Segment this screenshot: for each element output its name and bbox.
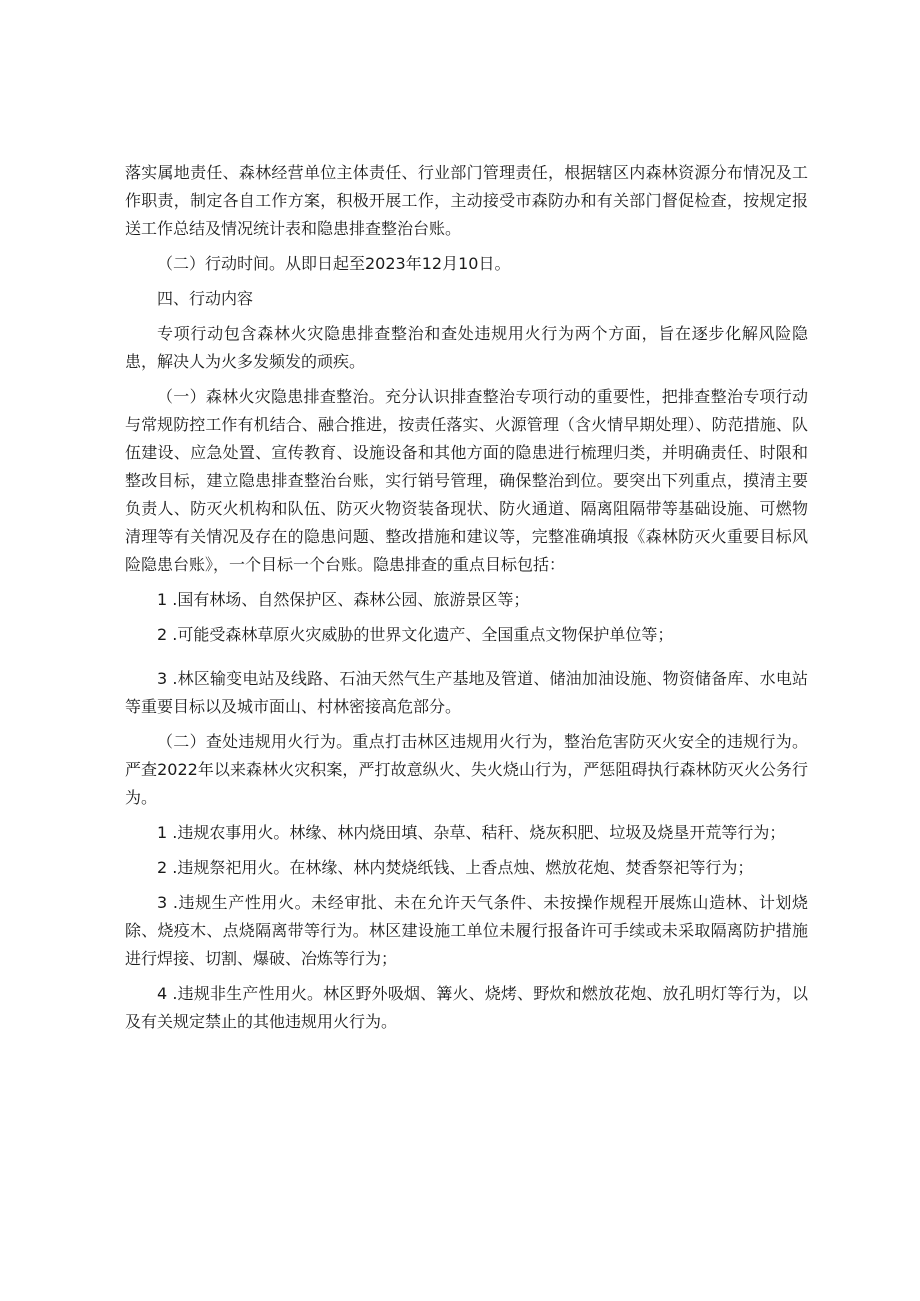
section-heading-action-content: 四、行动内容 bbox=[157, 289, 254, 308]
paragraph-responsibility: 落实属地责任、森林经营单位主体责任、行业部门管理责任，根据辖区内森林资源分布情况及工作职责，制定各自工作方案，积极开展工作，主动接受市森防办和有关部门督促检查，按规定报送工作总结及情况统计表和隐患排查整治台账。 bbox=[125, 163, 808, 238]
document-body bbox=[125, 159, 808, 1043]
list-item-violation-3: 3 .违规生产性用火。未经审批、未在允许天气条件、未按操作规程开展炼山造林、计划烧除、烧疫木、点烧隔离带等行为。林区建设施工单位未履行报备许可手续或未采取隔离防护措施进行焊接、切割、爆破、冶炼等行为； bbox=[125, 893, 808, 968]
paragraph-hazard-inspection: （一）森林火灾隐患排查整治。充分认识排查整治专项行动的重要性，把排查整治专项行动与常规防控工作有机结合、融合推进，按责任落实、火源管理（含火情早期处理）、防范措施、队伍建设、应急处置、宣传教育、设施设备和其他方面的隐患进行梳理归类，并明确责任、时限和整改目标，建立隐患排查整治台账，实行销号管理，确保整治到位。要突出下列重点，摸清主要负责人、防灭火机构和队伍、防灭火物资装备现状、防火通道、隔离阻隔带等基础设施、可燃物清理等有关情况及存在的隐患问题、整改措施和建议等，完整准确填报《森林防灭火重要目标风险隐患台账》，一个目标一个台账。隐患排查的重点目标包括： bbox=[125, 387, 808, 574]
list-item-target-1: 1 .国有林场、自然保护区、森林公园、旅游景区等； bbox=[157, 590, 530, 609]
list-item-violation-1: 1 .违规农事用火。林缘、林内烧田填、杂草、秸秆、烧灰积肥、垃圾及烧垦开荒等行为； bbox=[157, 823, 786, 842]
list-item-target-3: 3 .林区输变电站及线路、石油天然气生产基地及管道、储油加油设施、物资储备库、水电站等重要目标以及城市面山、村林密接高危部分。 bbox=[125, 669, 808, 716]
list-item-target-2: 2 .可能受森林草原火灾威胁的世界文化遗产、全国重点文物保护单位等； bbox=[157, 625, 674, 644]
paragraph-action-time: （二）行动时间。从即日起至2023年12月10日。 bbox=[157, 254, 511, 273]
paragraph-illegal-fire-use: （二）查处违规用火行为。重点打击林区违规用火行为，整治危害防灭火安全的违规行为。严查2022年以来森林火灾积案，严打故意纵火、失火烧山行为，严惩阻碍执行森林防灭火公务行为。 bbox=[125, 732, 808, 807]
paragraph-intro: 专项行动包含森林火灾隐患排查整治和查处违规用火行为两个方面，旨在逐步化解风险隐患，解决人为火多发频发的顽疾。 bbox=[125, 324, 808, 371]
list-item-violation-2: 2 .违规祭祀用火。在林缘、林内焚烧纸钱、上香点烛、燃放花炮、焚香祭祀等行为； bbox=[157, 858, 754, 877]
list-item-violation-4: 4 .违规非生产性用火。林区野外吸烟、篝火、烧烤、野炊和燃放花炮、放孔明灯等行为，以及有关规定禁止的其他违规用火行为。 bbox=[125, 984, 808, 1031]
